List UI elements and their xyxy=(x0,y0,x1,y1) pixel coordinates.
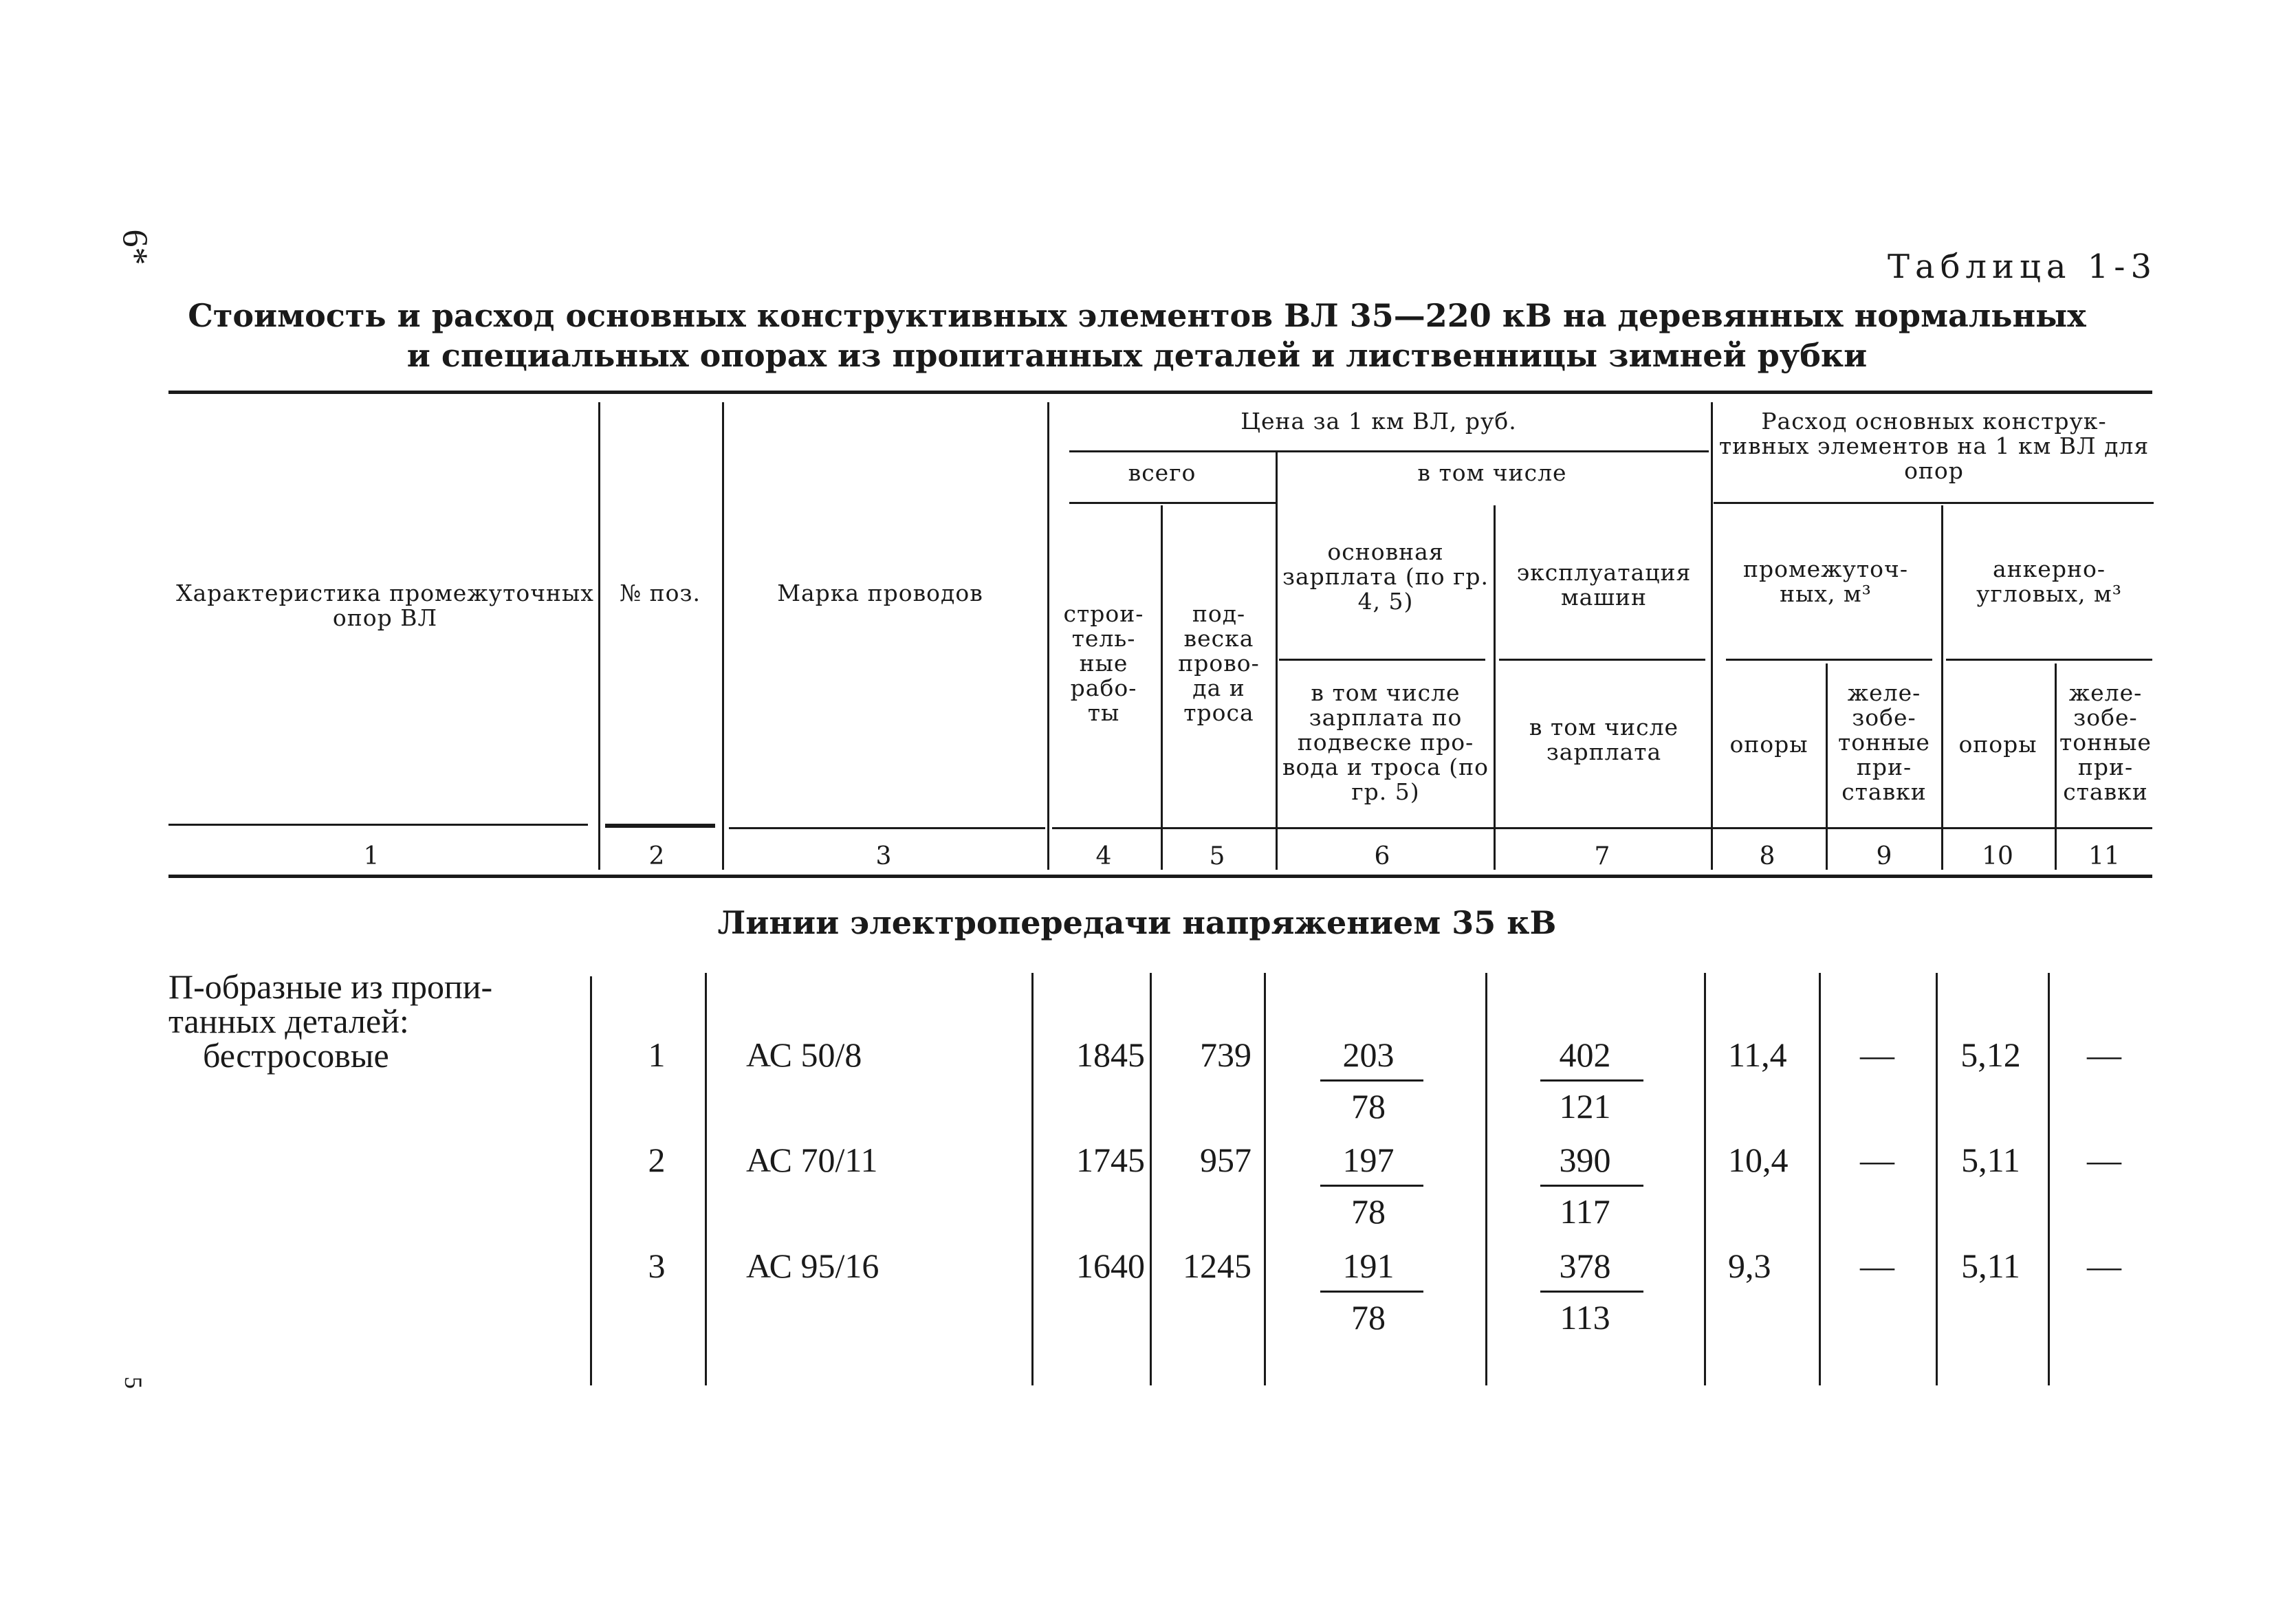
header-rule xyxy=(1499,659,1705,661)
header-price-group: Цена за 1 км ВЛ, руб. xyxy=(1240,408,1517,435)
column-number: 5 xyxy=(1209,842,1225,870)
header-wire-brand: Марка проводов xyxy=(777,580,983,606)
cell-rc-intermediate: — xyxy=(1860,1247,1894,1285)
header-anchor: анкерно- угловых, м³ xyxy=(1976,556,2122,607)
description-line-2: танных деталей: xyxy=(168,1002,409,1040)
header-divider xyxy=(1276,450,1278,870)
cell-salary-sub: 78 xyxy=(1351,1298,1386,1337)
column-number: 3 xyxy=(875,842,892,870)
header-machines: эксплуатация машин xyxy=(1516,559,1692,611)
cell-salary-sub: 78 xyxy=(1351,1087,1386,1126)
page-number-mark: 6* xyxy=(115,229,155,265)
description-line-1: П-образные из пропи- xyxy=(168,967,493,1006)
title-line-1: Стоимость и расход основных конструктивных элементов ВЛ 35—220 кВ на деревянных нормальных xyxy=(188,297,2086,334)
cell-machines-sub: 121 xyxy=(1559,1087,1611,1126)
cell-supports-intermediate: 11,4 xyxy=(1728,1035,1787,1074)
header-rule xyxy=(1069,450,1709,452)
column-number: 11 xyxy=(2088,842,2120,870)
header-rule xyxy=(1946,659,2152,661)
header-divider xyxy=(598,402,600,870)
cell-suspension: 739 xyxy=(1200,1035,1251,1074)
cell-supports-intermediate: 9,3 xyxy=(1728,1247,1771,1285)
fraction-line xyxy=(1540,1185,1643,1187)
cell-construction: 1640 xyxy=(1076,1247,1145,1285)
header-base-salary: основная зарплата (по гр. 4, 5) xyxy=(1282,538,1489,615)
header-rule xyxy=(1714,502,2154,504)
cell-machines: 378 xyxy=(1559,1247,1611,1285)
cell-machines-sub: 117 xyxy=(1560,1192,1610,1231)
fraction-line xyxy=(1540,1079,1643,1082)
cell-salary-sub: 78 xyxy=(1351,1192,1386,1231)
cell-machines: 402 xyxy=(1559,1035,1611,1074)
table-row xyxy=(0,1140,2274,1250)
header-supports-anchor: опоры xyxy=(1958,731,2037,758)
cell-suspension: 957 xyxy=(1200,1141,1251,1179)
margin-mark-bottom: 5 xyxy=(120,1376,147,1389)
header-divider xyxy=(1941,505,1943,870)
cell-rc-intermediate: — xyxy=(1860,1035,1894,1074)
cell-pos: 1 xyxy=(648,1035,666,1074)
table-row xyxy=(0,1035,2274,1145)
title-line-2: и специальных опорах из пропитанных деталей и лиственницы зимней рубки xyxy=(406,337,1868,374)
column-number: 6 xyxy=(1374,842,1390,870)
table-title xyxy=(0,296,2274,375)
section-title: Линии электропередачи напряжением 35 кВ xyxy=(717,904,1557,941)
header-rule xyxy=(605,824,715,828)
header-divider xyxy=(1826,663,1828,870)
header-intermediate: промежуточ- ных, м³ xyxy=(1742,556,1909,607)
header-suspension: под- веска прово- да и троса xyxy=(1178,600,1260,726)
cell-supports-anchor: 5,11 xyxy=(1961,1141,2020,1179)
cell-supports-intermediate: 10,4 xyxy=(1728,1141,1789,1179)
header-divider xyxy=(2055,663,2057,870)
cell-wire: АС 95/16 xyxy=(746,1247,879,1285)
column-number: 10 xyxy=(1982,842,2013,870)
header-divider xyxy=(722,402,724,870)
column-number: 1 xyxy=(363,842,380,870)
column-number: 8 xyxy=(1759,842,1775,870)
cell-machines-sub: 113 xyxy=(1560,1298,1610,1337)
header-consumption-group: Расход основных конструк- тивных элементов на 1 км ВЛ для опор xyxy=(1718,408,2150,484)
header-divider xyxy=(1494,505,1496,870)
column-number: 2 xyxy=(648,842,665,870)
header-rule xyxy=(1279,659,1485,661)
header-bottom-rule xyxy=(168,875,2152,878)
header-rule xyxy=(1052,827,2152,829)
cell-pos: 3 xyxy=(648,1247,666,1285)
header-top-rule xyxy=(168,391,2152,394)
header-rule xyxy=(168,824,588,826)
cell-wire: АС 50/8 xyxy=(746,1035,862,1074)
header-divider xyxy=(1047,402,1049,870)
header-rc-attachments-intermediate: желе- зобе- тонные при- ставки xyxy=(1838,679,1930,805)
column-number: 9 xyxy=(1876,842,1892,870)
cell-supports-anchor: 5,11 xyxy=(1961,1247,2020,1285)
cell-pos: 2 xyxy=(648,1141,666,1179)
cell-salary: 203 xyxy=(1342,1035,1395,1074)
cell-salary: 197 xyxy=(1342,1141,1395,1179)
fraction-line xyxy=(1320,1185,1423,1187)
cell-wire: АС 70/11 xyxy=(746,1141,878,1179)
header-machines-sub: в том числе зарплата xyxy=(1529,714,1679,765)
header-divider xyxy=(1711,402,1713,870)
cell-construction: 1845 xyxy=(1076,1035,1145,1074)
cell-rc-anchor: — xyxy=(2087,1141,2121,1179)
cell-rc-intermediate: — xyxy=(1860,1141,1894,1179)
fraction-line xyxy=(1540,1291,1643,1293)
header-rc-attachments-anchor: желе- зобе- тонные при- ставки xyxy=(2059,679,2152,805)
header-position: № поз. xyxy=(619,580,701,606)
description-line-3: бестросовые xyxy=(203,1036,389,1075)
table-label: Таблица 1-3 xyxy=(1887,248,2157,286)
header-rule xyxy=(729,827,1045,829)
header-total: всего xyxy=(1128,459,1196,486)
header-supports-intermediate: опоры xyxy=(1729,731,1808,758)
cell-supports-anchor: 5,12 xyxy=(1960,1035,2021,1074)
column-number: 7 xyxy=(1594,842,1610,870)
header-divider xyxy=(1161,505,1163,870)
column-number: 4 xyxy=(1095,842,1112,870)
header-rule xyxy=(1069,502,1276,504)
header-including: в том числе xyxy=(1417,459,1567,486)
header-construction: строи- тель- ные рабо- ты xyxy=(1063,600,1144,726)
cell-suspension: 1245 xyxy=(1183,1247,1251,1285)
cell-rc-anchor: — xyxy=(2087,1247,2121,1285)
cell-construction: 1745 xyxy=(1076,1141,1145,1179)
fraction-line xyxy=(1320,1291,1423,1293)
cell-rc-anchor: — xyxy=(2087,1035,2121,1074)
header-rule xyxy=(1726,659,1932,661)
header-base-salary-sub: в том числе зарплата по подвеске про- вода и троса (по гр. 5) xyxy=(1282,679,1489,805)
cell-salary: 191 xyxy=(1342,1247,1395,1285)
cell-machines: 390 xyxy=(1559,1141,1611,1179)
table-row xyxy=(0,1246,2274,1356)
header-characteristic: Характеристика промежуточных опор ВЛ xyxy=(176,580,594,631)
fraction-line xyxy=(1320,1079,1423,1082)
